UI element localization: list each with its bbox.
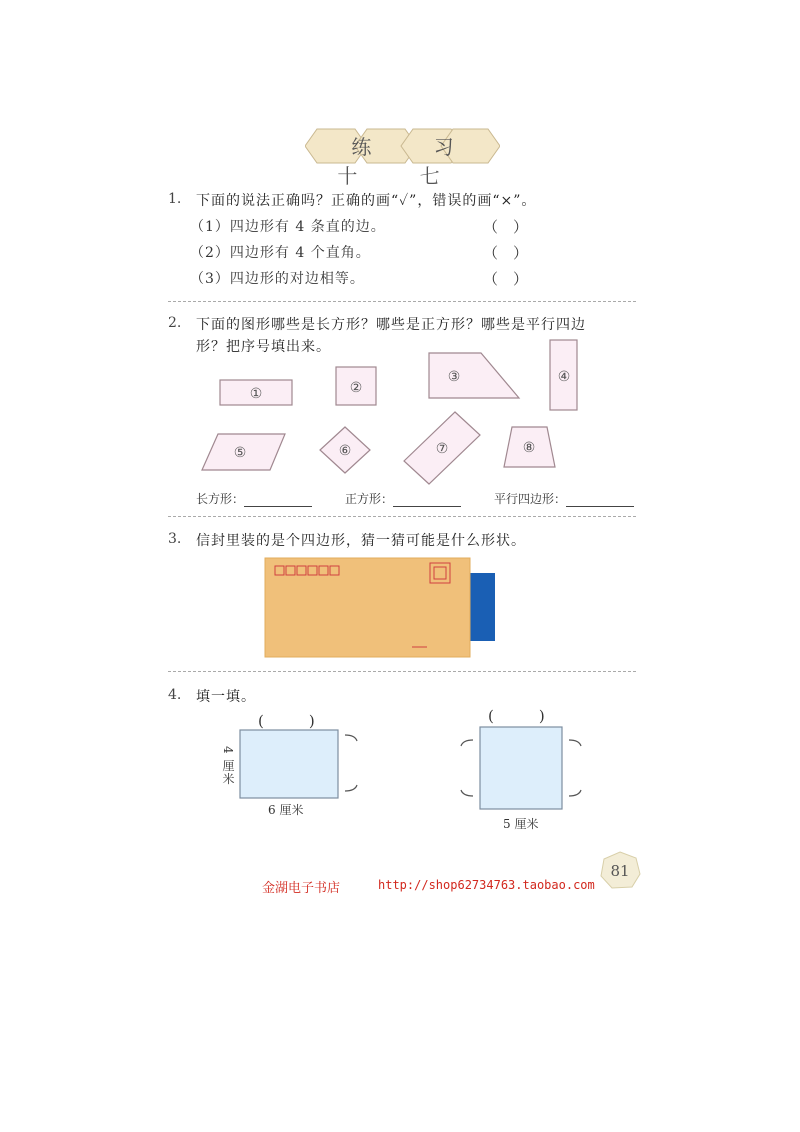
q4-text: 填一填。 — [196, 689, 256, 705]
right-square-figure — [455, 722, 595, 814]
shape-5-label: ⑤ — [233, 445, 247, 461]
right-square — [480, 727, 562, 809]
q1-text: 下面的说法正确吗？正确的画“✓”，错误的画“×”。 — [196, 193, 537, 209]
shape-6-label: ⑥ — [338, 443, 352, 459]
answer-parallelogram — [494, 490, 634, 507]
envelope — [265, 558, 470, 657]
left-right-bracket — [345, 735, 357, 791]
right-width-label: 5 厘米 — [503, 817, 539, 831]
q2-number: 2. — [168, 315, 182, 331]
shop-name: 金湖电子书店 — [262, 881, 341, 896]
page-number: 81 — [610, 862, 630, 880]
q4-number: 4. — [168, 687, 182, 703]
shape-3 — [429, 353, 519, 398]
shapes-figure — [190, 335, 650, 485]
divider — [168, 516, 636, 517]
q3-number: 3. — [168, 531, 182, 547]
shape-4-label: ④ — [557, 369, 571, 385]
shape-2-label: ② — [349, 380, 363, 396]
divider — [168, 671, 636, 672]
q3-text: 信封里装的是个四边形，猜一猜可能是什么形状。 — [196, 533, 526, 549]
q2-text-line2: 形？把序号填出来。 — [196, 339, 331, 355]
q1-number: 1. — [168, 191, 182, 207]
left-rectangle-figure — [215, 725, 365, 800]
answer-rect-label: 长方形： — [196, 492, 245, 506]
answer-parallelogram-label: 平行四边形： — [494, 492, 567, 506]
answer-square — [345, 490, 461, 507]
q1-item-2: （2）四边形有 4 个直角。 — [190, 245, 371, 261]
q1-answer-2[interactable]: （ ） — [483, 244, 529, 262]
shape-3-label: ③ — [447, 369, 461, 385]
q1-item-3: （3）四边形的对边相等。 — [190, 271, 365, 287]
envelope-figure — [262, 555, 498, 660]
answer-square-blank[interactable] — [393, 493, 461, 507]
divider — [168, 301, 636, 302]
page-title: 练 习 十 七 — [337, 135, 482, 188]
left-rectangle — [240, 730, 338, 798]
shop-url[interactable]: http://shop62734763.taobao.com — [378, 878, 595, 892]
shape-1-label: ① — [249, 386, 263, 402]
page-number-badge — [598, 850, 642, 890]
right-top-answer[interactable]: ( ) — [488, 707, 545, 725]
right-right-bracket — [569, 740, 581, 796]
shape-7-label: ⑦ — [435, 441, 449, 457]
answer-rect-blank[interactable] — [244, 493, 312, 507]
answer-rect — [196, 490, 312, 507]
q1-item-1: （1）四边形有 4 条直的边。 — [190, 219, 386, 235]
left-top-answer[interactable]: ( ) — [258, 712, 315, 730]
q1-answer-3[interactable]: （ ） — [483, 270, 529, 288]
right-left-bracket — [461, 740, 473, 796]
left-width-label: 6 厘米 — [268, 803, 304, 817]
q1-answer-1[interactable]: （ ） — [483, 218, 529, 236]
answer-parallelogram-blank[interactable] — [566, 493, 634, 507]
q2-text-line1: 下面的图形哪些是长方形？哪些是正方形？哪些是平行四边 — [196, 317, 586, 333]
left-height-label: 4 厘米 — [221, 746, 235, 786]
answer-square-label: 正方形： — [345, 492, 394, 506]
shape-8-label: ⑧ — [522, 440, 536, 456]
